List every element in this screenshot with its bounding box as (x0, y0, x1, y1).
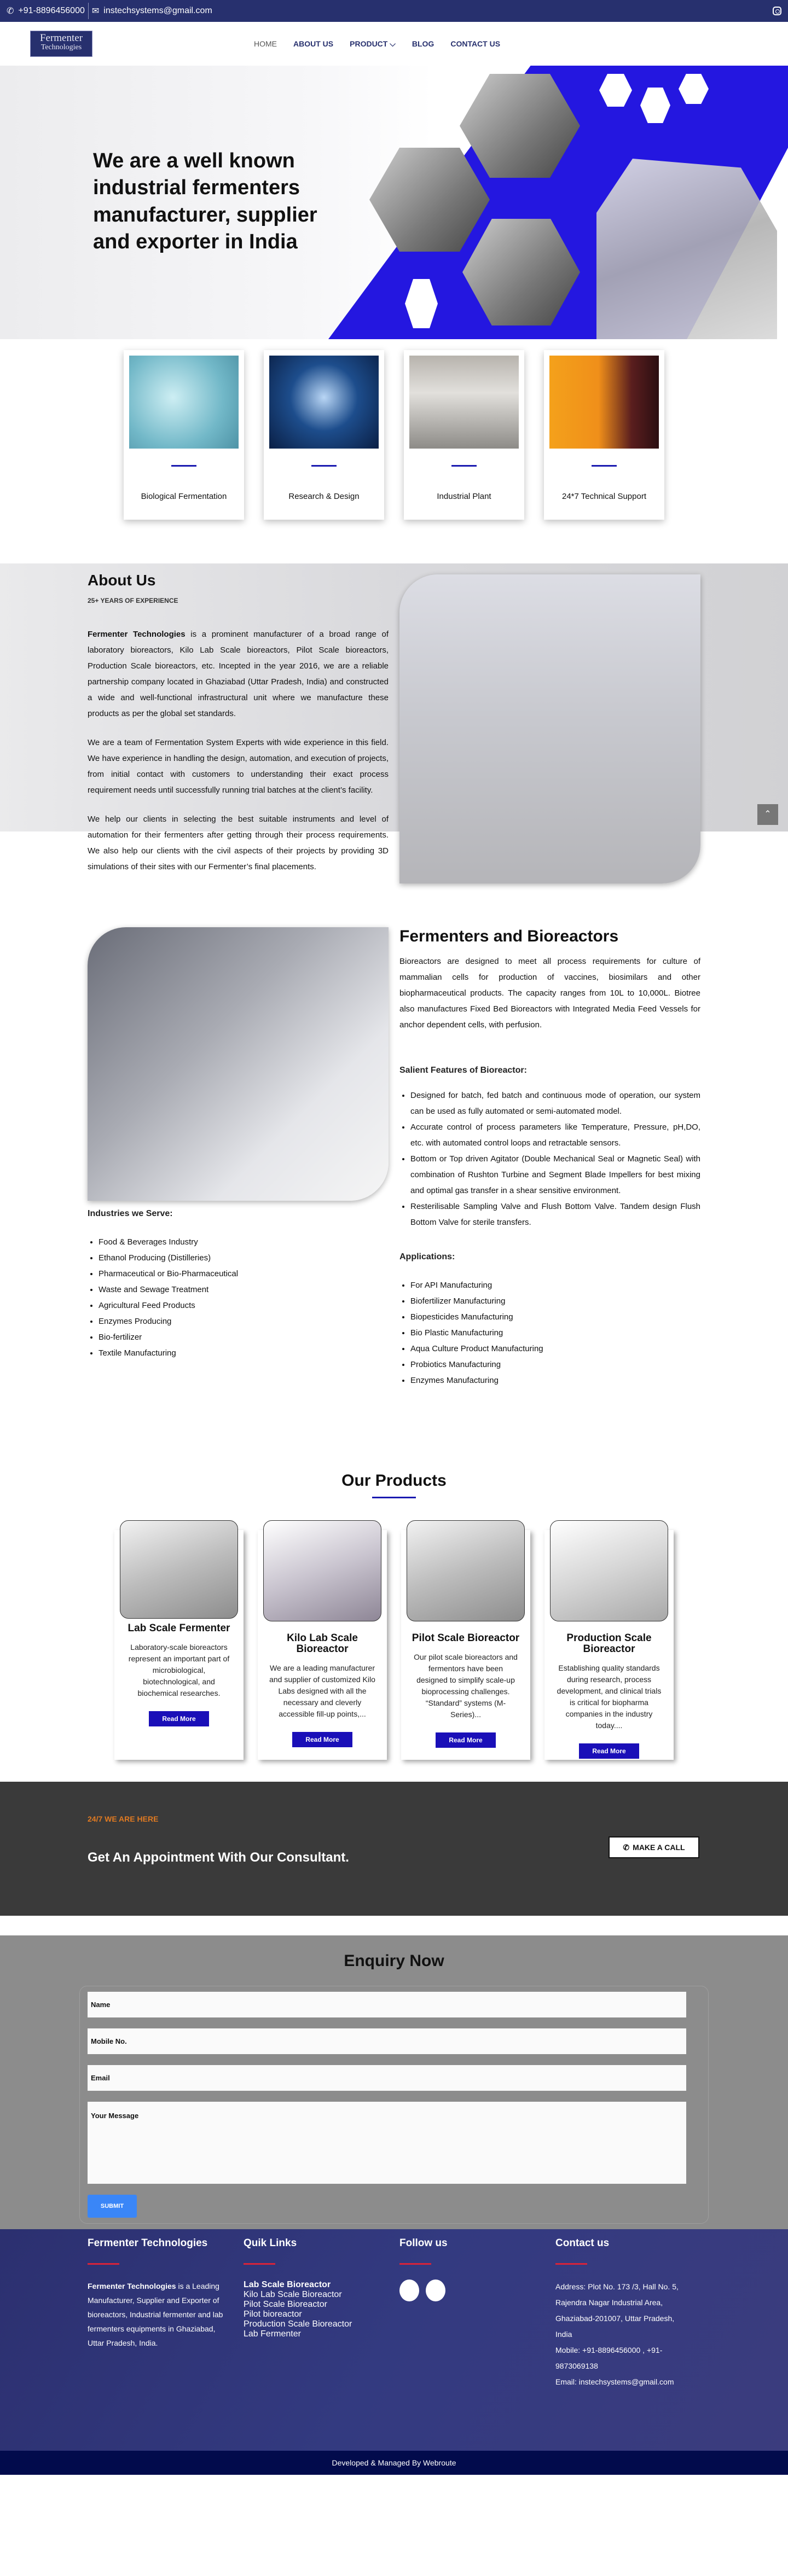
top-bar (0, 0, 788, 22)
message-field[interactable]: Your Message (88, 2102, 686, 2184)
phone-contact[interactable] (7, 5, 85, 16)
list-item: • Enzymes Manufacturing (410, 1373, 700, 1388)
applications-list (399, 1277, 700, 1388)
industries-list (88, 1234, 389, 1361)
list-item: • Agricultural Feed Products (99, 1298, 389, 1313)
feature-card[interactable] (124, 350, 244, 520)
product-image (263, 1520, 381, 1621)
phone-number: +91-8896456000 (18, 6, 85, 15)
make-a-call-button[interactable] (609, 1836, 699, 1858)
logo-line-1: Fermenter (39, 32, 83, 44)
products-section (0, 1466, 788, 1776)
feature-title: 24*7 Technical Support (562, 492, 646, 501)
products-grid (0, 1520, 788, 1776)
scroll-to-top-button[interactable] (757, 804, 778, 825)
feature-title: Biological Fermentation (141, 492, 227, 501)
email-contact[interactable] (92, 5, 212, 16)
accent-bar (311, 465, 337, 467)
about-text (88, 572, 389, 875)
red-underline (244, 2263, 275, 2265)
product-title: Lab Scale Fermenter (128, 1623, 230, 1634)
industries-heading: Industries we Serve: (88, 1209, 173, 1218)
bioreactors-text (399, 927, 700, 1388)
feature-title: Industrial Plant (437, 492, 491, 501)
instagram-icon[interactable] (773, 7, 781, 15)
features-list (399, 1088, 700, 1230)
about-paragraph-1-text: is a prominent manufacturer of a broad range of laboratory bioreactors, Kilo Lab Scale bioreactors, Pilot Scale bioreactors, Production Scale bioreactors, etc. Incepted in the year 2016, we are a reliable partnership company located in Ghaziabad (Uttar Pradesh, India) and constructed a wide and well-functional infrastructural unit where we manufacture these products as per the global set standards. (88, 630, 389, 718)
about-paragraph-2: We are a team of Fermentation System Experts with wide experience in this field. We have experience in handling the design, automation, and execution of projects, from initial contact with customers to understanding their exact process requirement needs until successfully running trial batches at the client’s facility. (88, 738, 389, 795)
mobile-field[interactable]: Mobile No. (88, 2028, 686, 2054)
list-item: • Textile Manufacturing (99, 1345, 389, 1361)
footer-address: Address: Plot No. 173 /3, Hall No. 5, Rajendra Nagar Industrial Area, Ghaziabad-201007, Uttar Pradesh, India (555, 2282, 679, 2339)
credit-bar (0, 2451, 788, 2475)
footer-follow (399, 2237, 448, 2301)
product-description: Establishing quality standards during research, process development, and clinical trials is critical for biopharma companies in the industry today.... (557, 1663, 662, 1730)
chevron-down-icon: ⌵ (390, 39, 396, 48)
list-item: • Biofertilizer Manufacturing (410, 1293, 700, 1309)
list-item: • Designed for batch, fed batch and continuous mode of operation, our system can be used as fully automated or semi-automated model. (410, 1088, 700, 1119)
phone-icon: ✆ (623, 1842, 630, 1852)
product-image (550, 1520, 668, 1621)
appointment-cta (0, 1782, 788, 1916)
email-address: instechsystems@gmail.com (103, 6, 212, 15)
site-footer (0, 2229, 788, 2451)
nav-home[interactable]: HOME (254, 39, 277, 48)
industries-block (88, 1209, 389, 1361)
read-more-button[interactable]: Read More (292, 1732, 352, 1747)
footer-links-heading: Quik Links (244, 2237, 297, 2249)
footer-follow-heading: Follow us (399, 2237, 448, 2249)
list-item: • For API Manufacturing (410, 1277, 700, 1293)
list-item: • Probiotics Manufacturing (410, 1357, 700, 1373)
bioreactors-intro: Bioreactors are designed to meet all process requirements for culture of mammalian cells for production of vaccines, biosimilars and other biopharmaceutical products. The capacity ranges from 10L to 10,000L. Biotree also manufactures Fixed Bed Bioreactors with Integrated Media Feed Vessels for anchor dependent cells, with perfusion. (399, 957, 700, 1030)
list-item: • Ethanol Producing (Distilleries) (99, 1250, 389, 1266)
accent-bar (171, 465, 196, 467)
product-image (120, 1520, 238, 1619)
lightbulb-network-image (269, 356, 379, 449)
cta-kicker: 24/7 WE ARE HERE (88, 1815, 159, 1823)
logo[interactable] (30, 31, 92, 57)
list-item: • Waste and Sewage Treatment (99, 1282, 389, 1298)
list-item: • Bio-fertilizer (99, 1329, 389, 1345)
accent-bar (592, 465, 617, 467)
list-item: • Bottom or Top driven Agitator (Double Mechanical Seal or Magnetic Seal) with combination of Rushton Turbine and Segment Blade Impellers for best mixing and optimal gas transfer in a shear sensitive environment. (410, 1151, 700, 1199)
product-description: We are a leading manufacturer and supplier of customized Kilo Labs designed with all the necessary and cleverly accessible fill-up points,... (269, 1663, 375, 1718)
accent-bar (451, 465, 477, 467)
list-item: • Enzymes Producing (99, 1313, 389, 1329)
brand-name: Fermenter Technologies (88, 2282, 176, 2290)
chevron-up-icon: ⌃ (764, 810, 772, 819)
footer-about-heading: Fermenter Technologies (88, 2237, 208, 2249)
feature-card[interactable] (264, 350, 384, 520)
footer-about-text (88, 2279, 230, 2350)
cta-heading: Get An Appointment With Our Consultant. (88, 1850, 349, 1865)
envelope-icon: ✉ (91, 7, 100, 16)
cleanroom-bioreactor-image (399, 574, 700, 883)
nav-about-us[interactable]: ABOUT US (293, 39, 334, 48)
bioreactors-heading: Fermenters and Bioreactors (399, 927, 619, 945)
nav-product-label: PRODUCT (350, 39, 388, 48)
bioreactors-section (0, 919, 788, 1466)
nav-product[interactable] (350, 39, 396, 49)
products-heading: Our Products (341, 1472, 447, 1490)
red-underline (88, 2263, 119, 2265)
submit-button[interactable]: SUBMIT (88, 2195, 137, 2218)
about-paragraph-3: We help our clients in selecting the best suitable instruments and level of automation for their fermenters after getting through their process requirements. We also help our clients with the civil aspects of their projects by providing 3D simulations of their sites with our Fermenter’s final placements. (88, 815, 389, 871)
product-image (407, 1520, 525, 1621)
heading-underline (372, 1497, 416, 1498)
list-item: • Aqua Culture Product Manufacturing (410, 1341, 700, 1357)
molecules-image (129, 356, 239, 449)
name-field[interactable]: Name (88, 1992, 686, 2017)
red-underline (399, 2263, 431, 2265)
list-item: • Accurate control of process parameters like Temperature, Pressure, pH,DO, etc. with automated control loops and retractable sensors. (410, 1119, 700, 1151)
footer-link[interactable]: Kilo Lab Scale Bioreactor (244, 2290, 342, 2299)
product-card (544, 1530, 674, 1760)
main-nav (254, 39, 500, 49)
list-item: • Food & Beverages Industry (99, 1234, 389, 1250)
support-247-image (549, 356, 659, 449)
list-item: • Resterilisable Sampling Valve and Flush Bottom Valve. Tandem design Flush Bottom Valve for sterile transfers. (410, 1199, 700, 1230)
features-row (0, 339, 788, 563)
footer-link[interactable]: Pilot bioreactor (244, 2310, 302, 2319)
about-subheading: 25+ YEARS OF EXPERIENCE (88, 597, 178, 604)
hero-banner (0, 66, 788, 339)
logo-line-2: Technologies (40, 43, 82, 51)
phone-icon: ✆ (7, 7, 14, 16)
make-a-call-label: MAKE A CALL (633, 1843, 685, 1852)
read-more-button[interactable]: Read More (436, 1732, 495, 1748)
footer-about (88, 2237, 230, 2350)
enquiry-section (0, 1935, 788, 2229)
hero-machine-image (596, 159, 777, 339)
footer-contact (555, 2237, 687, 2390)
list-item: • Pharmaceutical or Bio-Pharmaceutical (99, 1266, 389, 1282)
footer-about-rest: is a Leading Manufacturer, Supplier and Exporter of bioreactors, Industrial fermenter and lab fermenters equipments in Ghaziabad, Uttar Pradesh, India. (88, 2282, 223, 2347)
features-heading: Salient Features of Bioreactor: (399, 1066, 527, 1075)
bioreactor-lab-image (88, 927, 389, 1201)
site-header (0, 22, 788, 66)
footer-link[interactable]: Pilot Scale Bioreactor (244, 2300, 327, 2309)
about-heading: About Us (88, 572, 156, 589)
footer-link[interactable]: Production Scale Bioreactor (244, 2319, 352, 2329)
footer-mobile: Mobile: +91-8896456000 , +91-9873069138 (555, 2346, 663, 2370)
footer-link[interactable]: Lab Fermenter (244, 2329, 301, 2339)
footer-quick-links (244, 2237, 352, 2339)
email-field[interactable]: Email (88, 2065, 686, 2091)
industrial-plant-image (409, 356, 519, 449)
footer-email[interactable]: Email: instechsystems@gmail.com (555, 2377, 674, 2386)
about-section (0, 563, 788, 919)
social-icons (399, 2280, 448, 2301)
red-underline (555, 2263, 587, 2265)
product-title: Kilo Lab Scale Bioreactor (287, 1632, 358, 1655)
feature-card[interactable] (404, 350, 524, 520)
feature-card[interactable] (544, 350, 664, 520)
product-card (114, 1530, 244, 1760)
list-item: • Biopesticides Manufacturing (410, 1309, 700, 1325)
about-paragraph-1 (88, 626, 389, 722)
nav-contact-us[interactable]: CONTACT US (450, 39, 501, 48)
divider (88, 3, 89, 19)
brand-name: Fermenter Technologies (88, 630, 186, 639)
footer-contact-heading: Contact us (555, 2237, 610, 2249)
list-item: • Bio Plastic Manufacturing (410, 1325, 700, 1341)
enquiry-heading: Enquiry Now (344, 1952, 444, 1970)
social-icon[interactable] (399, 2280, 419, 2301)
product-title: Production Scale Bioreactor (566, 1632, 652, 1655)
nav-blog[interactable]: BLOG (412, 39, 434, 48)
feature-title: Research & Design (288, 492, 360, 501)
links-list (244, 2280, 352, 2339)
product-description: Our pilot scale bioreactors and fermentors have been designed to simplify scale-up bioprocessing challenges. “Standard” systems (M-Series)... (414, 1652, 518, 1719)
product-description: Laboratory-scale bioreactors represent an important part of microbiological, biotechnological, and biochemical researches. (128, 1642, 230, 1697)
product-title: Pilot Scale Bioreactor (412, 1632, 520, 1644)
social-icon[interactable] (426, 2280, 445, 2301)
credit-text[interactable]: Developed & Managed By Webroute (332, 2458, 456, 2467)
applications-heading: Applications: (399, 1252, 455, 1261)
product-card (258, 1530, 387, 1760)
product-card (401, 1530, 530, 1760)
read-more-button[interactable]: Read More (149, 1711, 208, 1726)
hero-title: We are a well known industrial fermenters manufacturer, supplier and exporter in India (93, 149, 317, 254)
read-more-button[interactable]: Read More (579, 1743, 639, 1759)
footer-link[interactable]: Lab Scale Bioreactor (244, 2280, 331, 2289)
enquiry-form (79, 1986, 709, 2224)
